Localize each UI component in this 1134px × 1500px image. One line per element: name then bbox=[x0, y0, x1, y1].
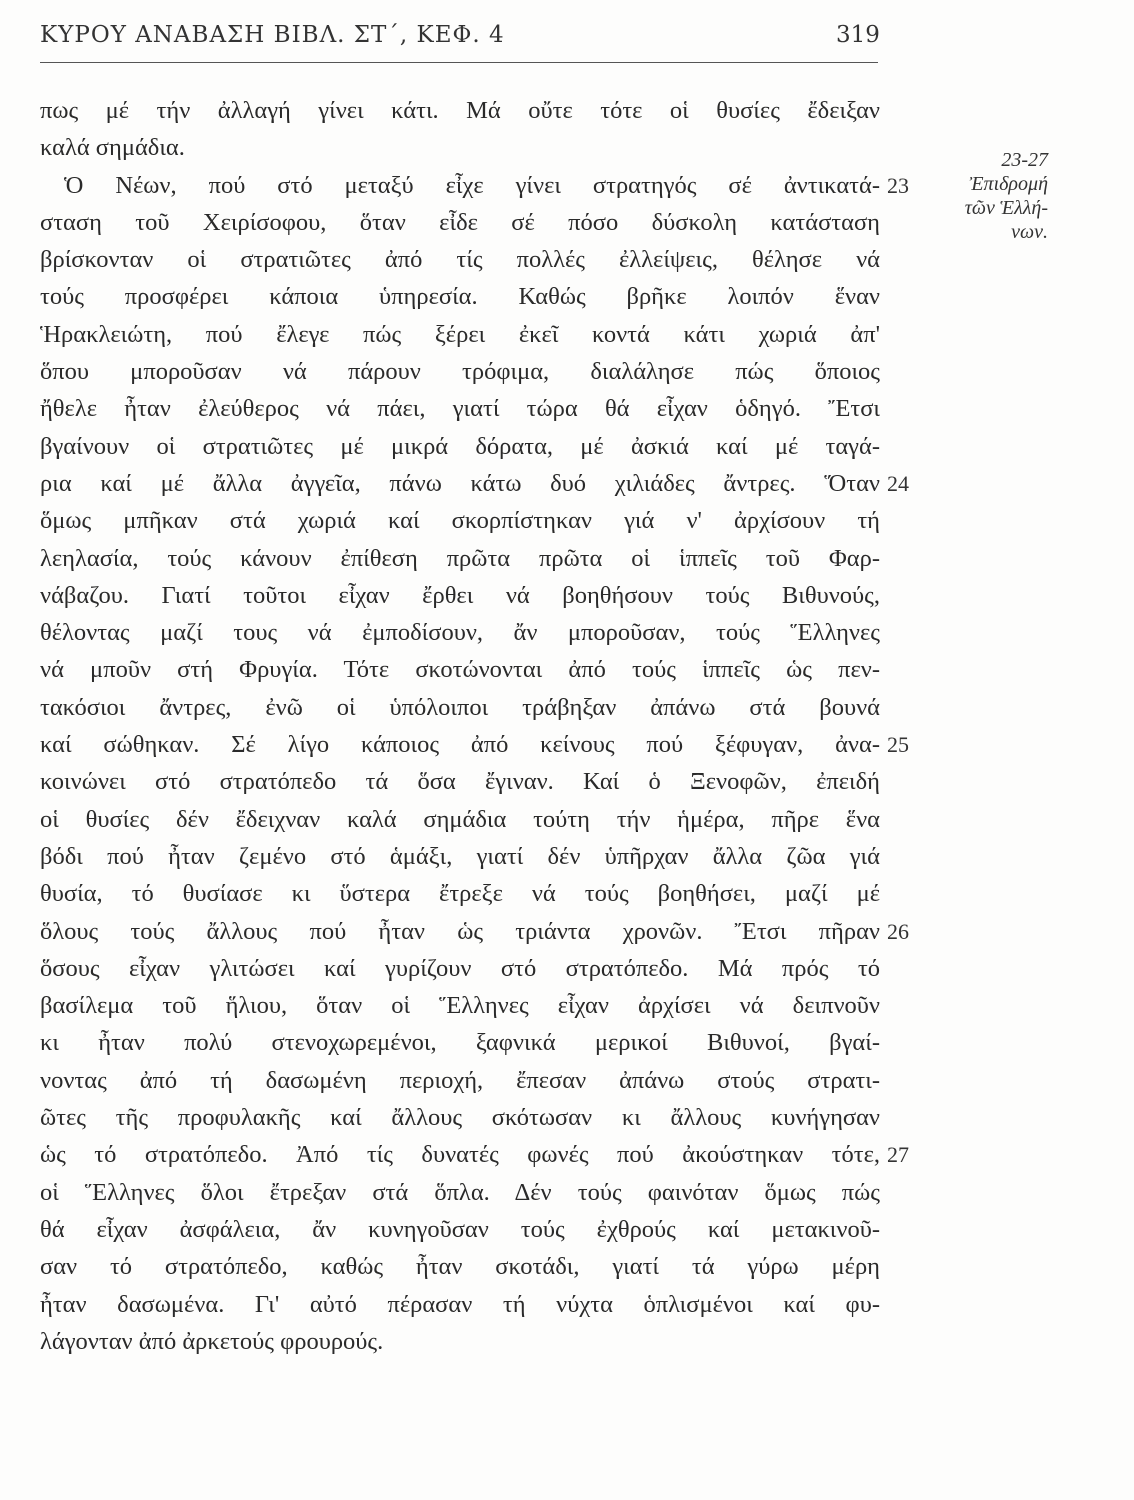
line-text: ῶτες τῆς προφυλακῆς καί ἄλλους σκότωσαν κι ἄλλους κυνήγησαν bbox=[40, 1104, 880, 1132]
line-text: κοινώνει στό στρατόπεδο τά ὅσα ἔγιναν. Καί ὁ Ξενοφῶν, ἐπειδή bbox=[40, 768, 880, 796]
line-text: ὅσους εἶχαν γλιτώσει καί γυρίζουν στό στρατόπεδο. Μά πρός τό bbox=[40, 954, 880, 982]
line-text: ὅπου μποροῦσαν νά πάρουν τρόφιμα, διαλάλησε πώς ὅποιος bbox=[40, 358, 880, 386]
text-line bbox=[40, 838, 880, 875]
section-number: 27 bbox=[887, 1142, 909, 1168]
text-line bbox=[40, 428, 880, 465]
text-line bbox=[40, 875, 880, 912]
header-rule bbox=[40, 62, 878, 63]
line-text: καί σώθηκαν. Σέ λίγο κάποιος ἀπό κείνους πού ξέφυγαν, ἀνα- bbox=[40, 731, 880, 759]
line-text: Ἡρακλειώτη, πού ἔλεγε πώς ξέρει ἐκεῖ κοντά κάτι χωριά ἀπ' bbox=[40, 320, 880, 348]
text-line bbox=[40, 1323, 880, 1360]
line-text: νά μποῦν στή Φρυγία. Τότε σκοτώνονται ἀπό τούς ἱππεῖς ὡς πεν- bbox=[40, 656, 880, 684]
line-text: νοντας ἀπό τή δασωμένη περιοχή, ἔπεσαν ἀπάνω στούς στρατι- bbox=[40, 1066, 880, 1094]
line-text: οἱ Ἕλληνες ὅλοι ἔτρεξαν στά ὅπλα. Δέν τούς φαινόταν ὅμως πώς bbox=[40, 1178, 880, 1206]
line-text: πως μέ τήν ἀλλαγή γίνει κάτι. Μά οὔτε τότε οἱ θυσίες ἔδειξαν bbox=[40, 97, 880, 124]
line-text: θυσία, τό θυσίασε κι ὕστερα ἔτρεξε νά τούς βοηθήσει, μαζί μέ bbox=[40, 880, 880, 908]
text-line bbox=[40, 92, 880, 129]
text-line bbox=[40, 390, 880, 427]
margin-note-line: Ἐπιδρομή bbox=[969, 173, 1048, 195]
section-number: 25 bbox=[887, 732, 909, 758]
line-text: οἱ θυσίες δέν ἔδειχναν καλά σημάδια τούτη τήν ἡμέρα, πῆρε ἕνα bbox=[40, 805, 880, 833]
line-text: ὅλους τούς ἄλλους πού ἦταν ὡς τριάντα χρονῶν. Ἔτσι πῆραν bbox=[40, 917, 880, 945]
text-line bbox=[40, 651, 880, 688]
text-line bbox=[40, 204, 880, 241]
text-line bbox=[40, 278, 880, 315]
line-text: βγαίνουν οἱ στρατιῶτες μέ μικρά δόρατα, μέ ἀσκιά καί μέ ταγά- bbox=[40, 432, 880, 460]
line-text: τακόσιοι ἄντρες, ἐνῶ οἱ ὑπόλοιποι τράβηξαν ἀπάνω στά βουνά bbox=[40, 693, 880, 721]
line-text: ρια καί μέ ἄλλα ἀγγεῖα, πάνω κάτω δυό χιλιάδες ἄντρες. Ὅταν bbox=[40, 469, 880, 497]
text-line bbox=[40, 353, 880, 390]
text-line bbox=[40, 614, 880, 651]
text-line bbox=[40, 763, 880, 800]
page-number: 319 bbox=[836, 22, 880, 48]
text-line bbox=[40, 129, 880, 166]
line-text: βασίλεμα τοῦ ἥλιου, ὅταν οἱ Ἕλληνες εἶχαν ἀρχίσει νά δειπνοῦν bbox=[40, 992, 880, 1020]
text-line bbox=[40, 1286, 880, 1323]
text-line bbox=[40, 167, 909, 204]
text-line bbox=[40, 726, 909, 763]
text-line bbox=[40, 913, 909, 950]
margin-note bbox=[936, 148, 1048, 244]
text-line bbox=[40, 987, 880, 1024]
section-number: 23 bbox=[887, 172, 909, 198]
text-line bbox=[40, 1099, 880, 1136]
line-text: θέλοντας μαζί τους νά ἐμποδίσουν, ἄν μποροῦσαν, τούς Ἕλληνες bbox=[40, 619, 880, 647]
line-text: λάγονταν ἀπό ἀρκετούς φρουρούς. bbox=[40, 1327, 384, 1355]
line-text: κι ἦταν πολύ στενοχωρεμένοι, ξαφνικά μερικοί Βιθυνοί, βγαί- bbox=[40, 1029, 880, 1057]
text-line bbox=[40, 465, 909, 502]
text-line bbox=[40, 577, 880, 614]
line-text: ἤθελε ἦταν ἐλεύθερος νά πάει, γιατί τώρα θά εἶχαν ὁδηγό. Ἔτσι bbox=[40, 395, 880, 423]
line-text: σταση τοῦ Χειρίσοφου, ὅταν εἶδε σέ πόσο δύσκολη κατάσταση bbox=[40, 208, 880, 236]
running-header: ΚΥΡΟΥ ΑΝΑΒΑΣΗ ΒΙΒΛ. ΣΤ΄, ΚΕΦ. 4 bbox=[40, 22, 505, 48]
text-line bbox=[40, 502, 880, 539]
section-number: 26 bbox=[887, 918, 909, 944]
line-text: νάβαζου. Γιατί τοῦτοι εἶχαν ἔρθει νά βοηθήσουν τούς Βιθυνούς, bbox=[40, 581, 880, 609]
text-line bbox=[40, 241, 880, 278]
text-line bbox=[40, 801, 880, 838]
section-number: 24 bbox=[887, 470, 909, 496]
line-text: ὅμως μπῆκαν στά χωριά καί σκορπίστηκαν γιά ν' ἀρχίσουν τή bbox=[40, 507, 880, 535]
margin-note-line: τῶν Ἑλλή- bbox=[964, 197, 1048, 219]
line-text: βρίσκονταν οἱ στρατιῶτες ἀπό τίς πολλές ἐλλείψεις, θέλησε νά bbox=[40, 246, 880, 274]
line-text: ἦταν δασωμένα. Γι' αὐτό πέρασαν τή νύχτα ὁπλισμένοι καί φυ- bbox=[40, 1290, 880, 1318]
margin-note-range: 23-27 bbox=[1001, 149, 1048, 171]
text-line bbox=[40, 1248, 880, 1285]
body-text bbox=[40, 92, 909, 1360]
text-line bbox=[40, 1062, 880, 1099]
text-line bbox=[40, 540, 880, 577]
margin-note-line: νων. bbox=[1011, 221, 1048, 243]
line-text: καλά σημάδια. bbox=[40, 134, 185, 162]
line-text: τούς προσφέρει κάποια ὑπηρεσία. Καθώς βρῆκε λοιπόν ἕναν bbox=[40, 283, 880, 311]
line-text: θά εἶχαν ἀσφάλεια, ἄν κυνηγοῦσαν τούς ἐχθρούς καί μετακινοῦ- bbox=[40, 1215, 880, 1243]
text-line bbox=[40, 1211, 880, 1248]
text-line bbox=[40, 1174, 880, 1211]
line-text: βόδι πού ἦταν ζεμένο στό ἁμάξι, γιατί δέν ὑπῆρχαν ἄλλα ζῶα γιά bbox=[40, 842, 880, 870]
line-text: σαν τό στρατόπεδο, καθώς ἦταν σκοτάδι, γιατί τά γύρω μέρη bbox=[40, 1253, 880, 1281]
text-line bbox=[40, 316, 880, 353]
text-line bbox=[40, 1024, 880, 1061]
text-line bbox=[40, 1136, 909, 1173]
line-text: ὡς τό στρατόπεδο. Ἀπό τίς δυνατές φωνές πού ἀκούστηκαν τότε, bbox=[40, 1141, 880, 1169]
line-text: Ὁ Νέων, πού στό μεταξύ εἶχε γίνει στρατηγός σέ ἀντικατά- bbox=[64, 171, 880, 199]
text-line bbox=[40, 689, 880, 726]
text-line bbox=[40, 950, 880, 987]
line-text: λεηλασία, τούς κάνουν ἐπίθεση πρῶτα πρῶτα οἱ ἱππεῖς τοῦ Φαρ- bbox=[40, 544, 880, 572]
